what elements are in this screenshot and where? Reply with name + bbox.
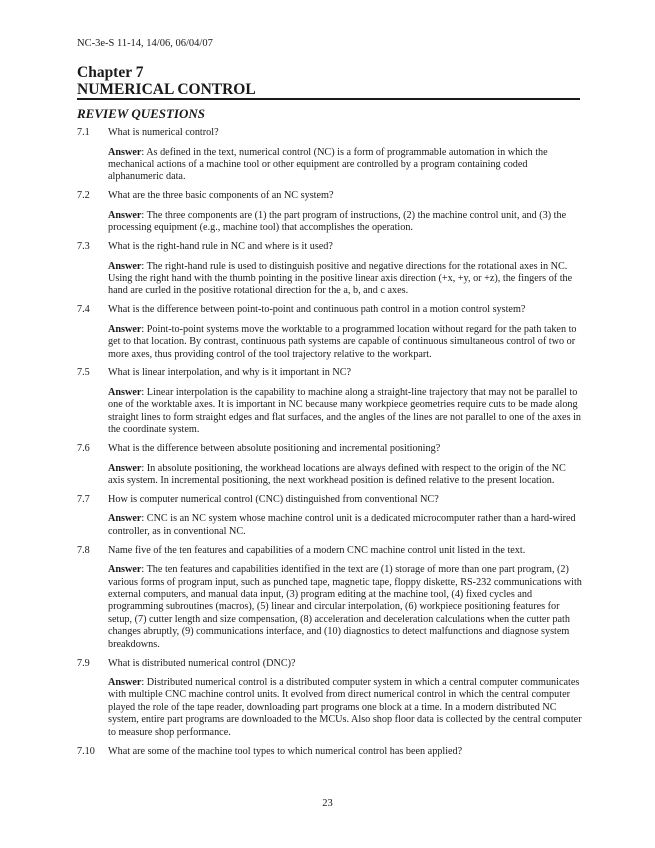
answer-paragraph — [108, 513, 582, 538]
question-number: 7.7 — [77, 493, 90, 505]
question-text: What is distributed numerical control (DNC)? — [108, 657, 296, 669]
question-item — [77, 241, 582, 298]
question-number: 7.6 — [77, 443, 90, 455]
answer-text: : The right-hand rule is used to distinguish positive and negative directions for the rotational axes in NC. Using the right hand with the thumb pointing in the positive linear axis direction (+x, +y, or +z), the fingers of the hand are curled in the positive rotational direction for the a, b, and c axes. — [108, 260, 573, 297]
question-text: What are the three basic components of an NC system? — [108, 190, 334, 202]
chapter-heading: Chapter 7 — [77, 64, 144, 81]
question-row — [77, 746, 582, 759]
question-row — [77, 190, 582, 203]
question-number: 7.1 — [77, 127, 90, 138]
question-text: What is linear interpolation, and why is it important in NC? — [108, 367, 352, 379]
answer-label: Answer — [108, 146, 142, 158]
question-text: What is the difference between absolute positioning and incremental positioning? — [108, 443, 441, 455]
title-rule — [77, 98, 580, 100]
question-number: 7.5 — [77, 367, 90, 379]
question-item — [77, 127, 582, 184]
answer-label: Answer — [108, 462, 142, 474]
section-heading: REVIEW QUESTIONS — [77, 106, 206, 121]
review-questions-list — [77, 127, 582, 765]
question-item — [77, 304, 582, 361]
answer-label: Answer — [108, 564, 142, 576]
page-number: 23 — [322, 798, 333, 809]
answer-text: : As defined in the text, numerical control (NC) is a form of programmable automation in which the mechanical actions of a machine tool or other equipment are controlled by a program containing coded alphanumeric data. — [108, 146, 548, 183]
answer-paragraph — [108, 147, 582, 184]
question-text: How is computer numerical control (CNC) distinguished from conventional NC? — [108, 493, 439, 505]
answer-text: : In absolute positioning, the workhead locations are always defined with respect to the origin of the NC axis system. In incremental positioning, the next workhead position is defined relative to the present location. — [108, 462, 566, 486]
answer-text: : Distributed numerical control is a distributed computer system in which a central computer communicates with multiple CNC machine control units. It evolved from direct numerical control in which the central computer played the role of the tape reader, downloading part programs one block at a time. In a modern distributed NC system, entire part programs are downloaded to the MCUs. Also shop floor data is collected by the central computer to measure shop performance. — [108, 677, 582, 738]
answer-paragraph — [108, 564, 582, 651]
question-item — [77, 746, 582, 759]
answer-label: Answer — [108, 323, 142, 335]
running-header: NC-3e-S 11-14, 14/06, 06/04/07 — [77, 38, 213, 49]
question-item — [77, 658, 582, 740]
question-row — [77, 241, 582, 254]
question-number: 7.8 — [77, 544, 90, 556]
answer-paragraph — [108, 210, 582, 235]
answer-label: Answer — [108, 260, 142, 272]
question-number: 7.3 — [77, 241, 90, 253]
question-item — [77, 494, 582, 538]
answer-paragraph — [108, 387, 582, 437]
question-text: What is numerical control? — [108, 127, 219, 138]
answer-paragraph — [108, 677, 582, 739]
question-text: What is the right-hand rule in NC and where is it used? — [108, 241, 333, 253]
answer-paragraph — [108, 324, 582, 361]
question-row — [77, 443, 582, 456]
answer-label: Answer — [108, 677, 142, 689]
answer-label: Answer — [108, 386, 142, 398]
question-text: What are some of the machine tool types to which numerical control has been applied? — [108, 745, 463, 757]
question-row — [77, 367, 582, 380]
answer-paragraph — [108, 463, 582, 488]
question-item — [77, 190, 582, 234]
question-text: Name five of the ten features and capabilities of a modern CNC machine control unit listed in the text. — [108, 544, 526, 556]
answer-text: : The ten features and capabilities identified in the text are (1) storage of more than one part program, (2) various forms of program input, such as punched tape, magnetic tape, floppy diskette, RS-232 communications with external computers, and manual data input, (3) program editing at the machine tool, (4) fixed cycles and programming subroutines (macros), (5) linear and circular interpolation, (6) workpiece positioning features for setup, (7) cutter length and size compensation, (8) acceleration and deceleration calculations when the cutter path changes abruptly, (9) communications interface, and (10) diagnostics to detect malfunctions and diagnose system breakdowns. — [108, 564, 582, 650]
question-row — [77, 658, 582, 671]
question-item — [77, 367, 582, 436]
question-number: 7.2 — [77, 190, 90, 202]
chapter-title: NUMERICAL CONTROL — [77, 81, 256, 98]
answer-label: Answer — [108, 209, 142, 221]
question-item — [77, 545, 582, 651]
answer-text: : Linear interpolation is the capability to machine along a straight-line trajectory that may not be parallel to one of the worktable axes. It is important in NC because many workpiece geometries require cuts to be made along straight lines to form straight edges and flat surfaces, and the angles of the lines are not parallel to one of the axes in the coordinate system. — [108, 386, 582, 436]
question-number: 7.10 — [77, 745, 95, 757]
question-item — [77, 443, 582, 487]
answer-label: Answer — [108, 513, 142, 525]
question-number: 7.4 — [77, 304, 90, 316]
question-row — [77, 127, 582, 140]
answer-text: : CNC is an NC system whose machine control unit is a dedicated microcomputer rather than a hard-wired controller, as in conventional NC. — [108, 513, 576, 537]
question-row — [77, 494, 582, 507]
answer-paragraph — [108, 261, 582, 298]
question-row — [77, 545, 582, 558]
question-row — [77, 304, 582, 317]
answer-text: : The three components are (1) the part program of instructions, (2) the machine control unit, and (3) the processing equipment (e.g., machine tool) that accomplishes the operation. — [108, 209, 567, 234]
question-number: 7.9 — [77, 657, 90, 669]
answer-text: : Point-to-point systems move the worktable to a programmed location without regard for the path taken to get to that location. By contrast, continuous path systems are capable of continuous simultaneous control of two or more axes, thus providing control of the tool trajectory relative to the workpart. — [108, 323, 577, 360]
question-text: What is the difference between point-to-point and continuous path control in a motion control system? — [108, 304, 526, 316]
